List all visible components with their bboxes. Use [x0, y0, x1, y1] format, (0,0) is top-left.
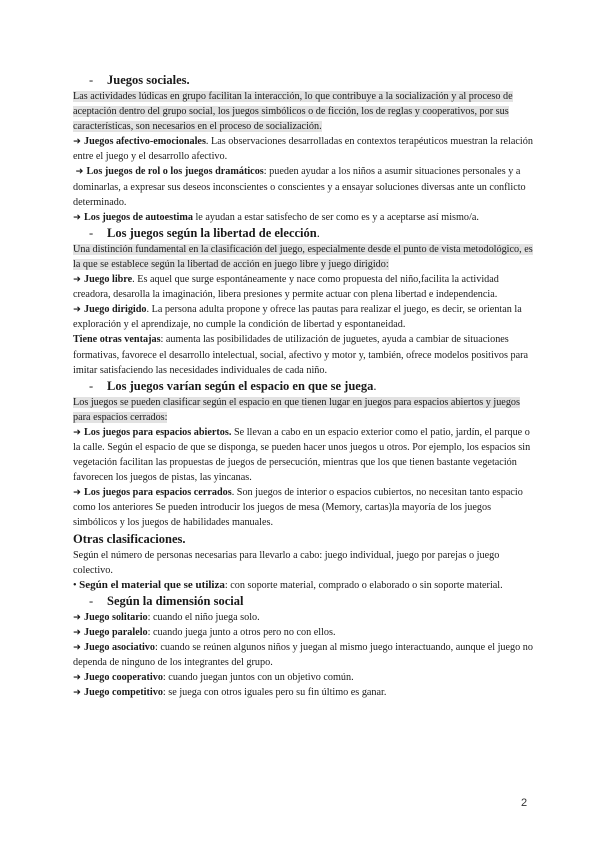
bullet-icon: • [73, 579, 77, 591]
heading-period: . [316, 225, 320, 240]
list-item [73, 210, 533, 225]
heading-juegos-sociales [73, 72, 533, 89]
term: Según el material que se utiliza [79, 578, 225, 591]
paragraph-intro-libertad [73, 242, 533, 272]
heading-libertad-eleccion [73, 225, 533, 242]
heading-text: Según la dimensión social [107, 593, 244, 608]
body-text: Según el número de personas necesarias para llevarlo a cabo: juego individual, juego por parejas o juego colectivo. [73, 549, 500, 576]
arrow-icon: ➜ [73, 426, 81, 438]
arrow-icon: ➜ [73, 611, 81, 623]
heading-dash: - [89, 73, 94, 87]
term: Juego libre [83, 274, 133, 286]
term: Juego cooperativo [83, 672, 163, 684]
page-number: 2 [521, 797, 528, 809]
definition: . Es aquel que surge espontáneamente y nace como propuesta del niño,facilita la actividad creadora, desarolla la imaginación, libera presiones y permite actuar con plena libertad e independencia. [73, 274, 499, 301]
list-item-material [73, 578, 533, 593]
heading-text: Los juegos varían según el espacio en que se juega [107, 378, 374, 393]
term: Juego asociativo [83, 642, 155, 653]
heading-dash: - [89, 593, 94, 608]
arrow-icon: ➜ [73, 304, 81, 316]
list-item [73, 164, 533, 209]
arrow-icon: ➜ [73, 672, 81, 684]
heading-otras-clasificaciones [73, 531, 533, 548]
heading-text: Juegos sociales. [107, 73, 190, 87]
definition: . La persona adulta propone y ofrece las pautas para realizar el juego, es decir, se orientan la exploración y el aprendizaje, no cumple la condición de libertad y espontaneidad. [73, 304, 522, 331]
highlighted-text: Los juegos se pueden clasificar según el espacio en que tienen lugar en juegos para espacios abiertos y juegos para espacios cerrados: [73, 396, 520, 423]
definition: . Son juegos de interior o espacios cubiertos, no necesitan tanto espacio como los anteriores Se pueden introducir los juegos de mesa (Memory, cartas)la mayoría de los juegos simbólicos y los juegos de habilidades manuales. [73, 487, 523, 529]
term: Juego dirigido [83, 304, 147, 316]
paragraph-numero-personas [73, 548, 533, 578]
list-item [73, 685, 533, 700]
heading-dash: - [89, 378, 94, 393]
list-item [73, 272, 533, 302]
list-item [73, 302, 533, 332]
paragraph-intro-espacio [73, 395, 533, 425]
heading-period: . [373, 378, 377, 393]
arrow-icon: ➜ [73, 687, 81, 699]
list-item [73, 640, 533, 670]
heading-text: Los juegos según la libertad de elección [107, 225, 317, 240]
term: Los juegos para espacios cerrados [83, 487, 232, 499]
term: Los juegos para espacios abiertos. [83, 426, 232, 438]
list-item [73, 625, 533, 640]
definition: : cuando se reúnen algunos niños y juegan al mismo juego interactuando, aunque el juego no dependa de ninguno de los integrantes del grupo. [73, 642, 533, 669]
list-item [73, 670, 533, 685]
list-item [73, 610, 533, 625]
term: Tiene otras ventajas [73, 334, 161, 346]
term: Juego solitario [83, 611, 148, 623]
heading-dash: - [89, 225, 94, 240]
heading-text: Otras clasificaciones. [73, 531, 186, 546]
definition: : con soporte material, comprado o elaborado o sin soporte material. [224, 579, 503, 591]
arrow-icon: ➜ [73, 136, 81, 148]
list-item [73, 425, 533, 485]
definition: : se juega con otros iguales pero su fin último es ganar. [162, 687, 387, 699]
definition: : cuando el niño juega solo. [147, 611, 260, 623]
term: Los juegos de rol o los juegos dramáticos [86, 166, 264, 178]
arrow-icon: ➜ [75, 166, 84, 178]
page-content [73, 72, 533, 700]
paragraph-ventajas [73, 332, 533, 377]
arrow-icon: ➜ [73, 487, 81, 499]
definition: : aumenta las posibilidades de utilización de juguetes, ayuda a cambiar de situaciones formativas, favorece el desarrollo intelectual, social, afectivo y motor y, también, ofrece modelos positivos para imitar satisfaciendo las necesidades individuales de cada niño. [73, 334, 529, 376]
definition: . Las observaciones desarrolladas en contextos terapéuticos muestran la relación entre el juego y el desarrollo afectivo. [73, 136, 533, 163]
definition: le ayudan a estar satisfecho de ser como es y a aceptarse así mismo/a. [192, 211, 479, 223]
definition: Se llevan a cabo en un espacio exterior como el patio, jardín, el parque o la calle. Según el espacio de que se disponga, se pueden hacer unos juegos u otros. Por ejemplo, los espacios sin vegetación facilitan las propuestas de juegos de persecución, mientras que los que tienen bastante vegetación favorecen los juegos de pistas, las yincanas. [73, 426, 531, 484]
term: Juegos afectivo-emocionales [83, 136, 206, 148]
arrow-icon: ➜ [73, 642, 81, 653]
list-item [73, 485, 533, 530]
highlighted-text: Las actividades lúdicas en grupo facilitan la interacción, lo que contribuye a la socialización y al proceso de aceptación dentro del grupo social, los juegos simbólicos o de ficción, los de reglas y cooperativos, por sus características, son necesarios en el proceso de socialización. [73, 91, 513, 133]
term: Juego paralelo [83, 626, 148, 638]
definition: : cuando juegan juntos con un objetivo común. [162, 672, 354, 684]
arrow-icon: ➜ [73, 211, 81, 223]
arrow-icon: ➜ [73, 626, 81, 638]
definition: : cuando juega junto a otros pero no con ellos. [147, 626, 336, 638]
highlighted-text: Una distinción fundamental en la clasificación del juego, especialmente desde el punto de vista metodológico, es la que se establece según la libertad de acción en juego libre y juego dirigido: [73, 243, 533, 270]
list-item [73, 134, 533, 164]
term: Los juegos de autoestima [83, 211, 193, 223]
heading-espacio [73, 378, 533, 395]
heading-dimension-social [73, 593, 533, 610]
arrow-icon: ➜ [73, 274, 81, 286]
term: Juego competitivo [83, 687, 163, 699]
paragraph-intro-sociales [73, 89, 533, 134]
definition: : pueden ayudar a los niños a asumir situaciones personales y a dominarlas, a expresar sus deseos inconscientes o conscientes y a ensayar soluciones diversas ante un conflicto determinado. [73, 166, 526, 208]
